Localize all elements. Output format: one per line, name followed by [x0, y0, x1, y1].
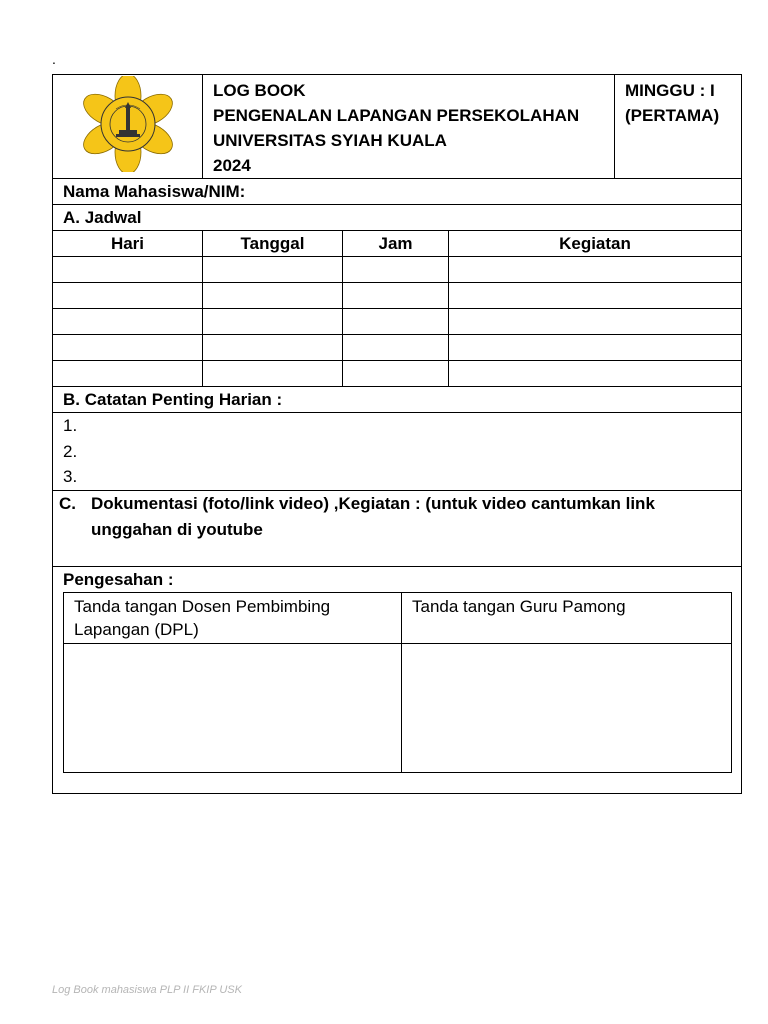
schedule-cell[interactable] [449, 257, 742, 283]
schedule-header-row [53, 231, 742, 257]
schedule-cell[interactable] [449, 361, 742, 387]
documentation-section[interactable] [53, 490, 742, 566]
notes-section-title: B. Catatan Penting Harian : [53, 387, 742, 413]
schedule-cell[interactable] [53, 257, 203, 283]
table-row [53, 257, 742, 283]
schedule-cell[interactable] [449, 283, 742, 309]
schedule-cell[interactable] [343, 335, 449, 361]
table-row [53, 335, 742, 361]
title-line: LOG BOOK [213, 81, 306, 100]
week-line: (PERTAMA) [625, 106, 720, 125]
table-row [53, 309, 742, 335]
schedule-cell[interactable] [449, 309, 742, 335]
student-name-field[interactable]: Nama Mahasiswa/NIM: [53, 179, 742, 205]
schedule-cell[interactable] [53, 335, 203, 361]
list-item: 3. [63, 467, 78, 486]
schedule-cell[interactable] [53, 283, 203, 309]
list-item: 1. [63, 416, 78, 435]
approval-title: Pengesahan : [63, 569, 174, 589]
column-header-hari: Hari [53, 231, 203, 257]
lecturer-signature-box[interactable] [64, 643, 402, 772]
logo-cell [53, 75, 203, 179]
column-header-kegiatan: Kegiatan [449, 231, 742, 257]
schedule-cell[interactable] [53, 361, 203, 387]
schedule-cell[interactable] [203, 283, 343, 309]
schedule-cell[interactable] [203, 309, 343, 335]
schedule-cell[interactable] [343, 309, 449, 335]
university-logo [68, 76, 188, 172]
approval-section [53, 566, 742, 793]
table-row [53, 361, 742, 387]
schedule-cell[interactable] [343, 257, 449, 283]
title-line: UNIVERSITAS SYIAH KUALA [213, 131, 447, 150]
schedule-cell[interactable] [343, 361, 449, 387]
title-line: 2024 [213, 156, 251, 175]
week-line: MINGGU : I [625, 81, 715, 100]
schedule-cell[interactable] [53, 309, 203, 335]
table-row [53, 283, 742, 309]
notes-list[interactable] [53, 413, 742, 491]
teacher-signature-box[interactable] [402, 643, 732, 772]
schedule-cell[interactable] [343, 283, 449, 309]
documentation-letter: C. [59, 493, 76, 513]
title-line: PENGENALAN LAPANGAN PERSEKOLAHAN [213, 106, 580, 125]
column-header-jam: Jam [343, 231, 449, 257]
header-row [53, 75, 742, 179]
logbook-title [203, 75, 615, 179]
schedule-cell[interactable] [203, 361, 343, 387]
schedule-section-title: A. Jadwal [53, 205, 742, 231]
page-marker: . [52, 51, 56, 67]
logbook-form [52, 74, 742, 794]
list-item: 2. [63, 441, 78, 461]
documentation-instructions: Dokumentasi (foto/link video) ,Kegiatan : (untuk video cantumkan link unggahan di youtube [91, 493, 655, 539]
week-indicator [615, 75, 742, 179]
column-header-tanggal: Tanggal [203, 231, 343, 257]
schedule-cell[interactable] [203, 257, 343, 283]
signature-table [63, 592, 732, 773]
page-footer: Log Book mahasiswa PLP II FKIP USK [52, 984, 242, 996]
schedule-cell[interactable] [203, 335, 343, 361]
schedule-cell[interactable] [449, 335, 742, 361]
teacher-signature-label: Tanda tangan Guru Pamong [402, 592, 732, 643]
lecturer-signature-label: Tanda tangan Dosen Pembimbing Lapangan (DPL) [64, 592, 402, 643]
